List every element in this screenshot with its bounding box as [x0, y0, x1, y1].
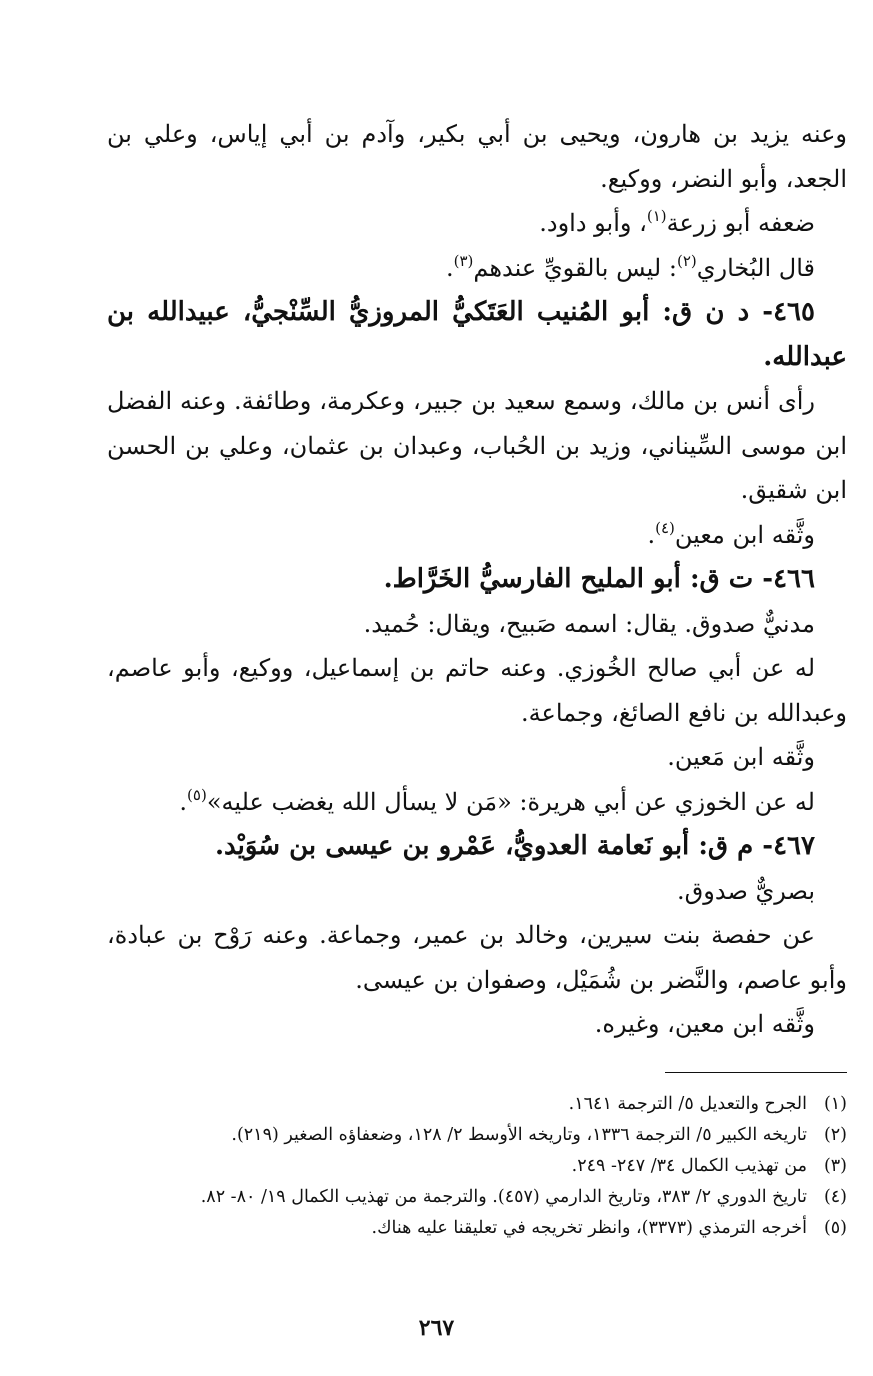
entry-466-name: مدنيٌّ صدوق. يقال: اسمه صَبيح، ويقال: حُميد. — [363, 609, 815, 638]
entry-465-text: رأى أنس بن مالك، وسمع سعيد بن جبير، وعكرمة، وطائفة. وعنه الفضل ابن موسى السِّيناني، وزيد بن الحُباب، وعبدان بن عثمان، وعلي بن الحسن ابن شقيق. — [107, 387, 847, 504]
entry-467-origin: بصريٌّ صدوق. — [677, 876, 815, 905]
footnote-divider — [665, 1072, 847, 1073]
entry-467-narrators: عن حفصة بنت سيرين، وخالد بن عمير، وجماعة. وعنه رَوْح بن عبادة، وأبو عاصم، والنَّضر بن شُمَيْل، وصفوان بن عيسى. — [107, 921, 847, 994]
footnote-1 — [107, 1090, 847, 1119]
footnote-number: (٢) — [823, 1125, 847, 1145]
footnotes — [107, 1090, 847, 1245]
page-number: ٢٦٧ — [418, 1315, 455, 1341]
footnote-text: الجرح والتعديل ٥/ الترجمة ١٦٤١. — [568, 1094, 807, 1114]
entry-466-tawthiq: وثَّقه ابن مَعين. — [667, 743, 815, 771]
footnote-text: أخرجه الترمذي (٣٣٧٣)، وانظر تخريجه في تعليقنا عليه هناك. — [371, 1218, 807, 1238]
footnote-5 — [107, 1214, 847, 1243]
footnote-number: (١) — [823, 1094, 847, 1114]
entry-heading-465: ٤٦٥- د ن ق: أبو المُنيب العَتَكيُّ المروزيُّ السِّنْجيُّ، عبيدالله بن عبدالله. — [107, 297, 847, 372]
footnote-4 — [107, 1183, 847, 1212]
footnote-number: (٥) — [823, 1218, 847, 1238]
entry-heading-467: ٤٦٧- م ق: أبو نَعامة العدويُّ، عَمْرو بن عيسى بن سُوَيْد. — [214, 831, 815, 861]
footnote-number: (٣) — [823, 1156, 847, 1176]
footnote-2 — [107, 1121, 847, 1150]
footnote-number: (٤) — [823, 1187, 847, 1207]
entry-465-tawthiq: وثَّقه ابن معين$^{(٤)}$. — [647, 518, 815, 549]
entry-heading-466: ٤٦٦- ت ق: أبو المليح الفارسيُّ الخَرَّاط. — [383, 564, 815, 594]
paragraph-bukhari: قال البُخاري$^{(٢)}$: ليس بالقويِّ عندهم$^{(٣)}$. — [445, 251, 815, 282]
footnote-text: من تهذيب الكمال ٣٤/ ٢٤٧- ٢٤٩. — [571, 1156, 807, 1176]
footnote-text: تاريخ الدوري ٢/ ٣٨٣، وتاريخ الدارمي (٤٥٧). والترجمة من تهذيب الكمال ١٩/ ٨٠- ٨٢. — [200, 1187, 807, 1207]
footnote-text: تاريخه الكبير ٥/ الترجمة ١٣٣٦، وتاريخه الأوسط ٢/ ١٢٨، وضعفاؤه الصغير (٢١٩). — [231, 1125, 807, 1145]
footnote-ref-5[interactable]: (٥) — [187, 785, 207, 804]
footnote-ref-1[interactable]: (١) — [646, 207, 667, 225]
footnote-ref-2[interactable]: (٢) — [676, 251, 697, 270]
entry-466-narrators: له عن أبي صالح الخُوزي. وعنه حاتم بن إسماعيل، ووكيع، وأبو عاصم، وعبدالله بن نافع الصائغ، وجماعة. — [107, 654, 847, 727]
paragraph-narrators: وعنه يزيد بن هارون، ويحيى بن أبي بكير، وآدم بن أبي إياس، وعلي بن الجعد، وأبو النضر، ووكيع. — [107, 120, 847, 193]
paragraph-weakness: ضعفه أبو زرعة$^{(١)}$، وأبو داود. — [539, 207, 815, 237]
main-text — [107, 112, 847, 1047]
footnote-ref-3[interactable]: (٣) — [453, 251, 474, 270]
footnote-3 — [107, 1152, 847, 1181]
footnote-ref-4[interactable]: (٤) — [655, 518, 675, 537]
entry-467-tawthiq: وثَّقه ابن معين، وغيره. — [594, 1010, 815, 1038]
entry-466-hadith: له عن الخوزي عن أبي هريرة: «مَن لا يسأل الله يغضب عليه»$^{(٥)}$. — [179, 785, 815, 816]
